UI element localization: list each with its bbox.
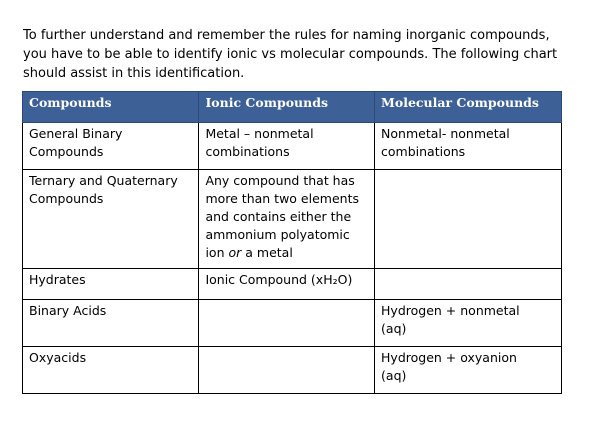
cell-text: ammonium polyatomic [205,227,350,242]
cell-compound [23,123,199,170]
cell-text: Hydrogen + oxyanion [381,350,517,365]
cell-text: and contains either the [205,209,352,224]
cell-text-italic: or [228,245,242,260]
table-row-hydrates [23,269,562,300]
cell-text: more than two elements [205,191,359,206]
cell-molecular-empty [375,170,562,269]
cell-text: General Binary [29,126,123,141]
cell-text: Compounds [29,191,104,206]
cell-text: Compounds [29,144,104,159]
intro-paragraph [23,26,568,83]
cell-text-fragment: a metal [241,245,293,260]
cell-compound [23,347,199,394]
cell-molecular [375,347,562,394]
cell-molecular [375,123,562,170]
cell-text: (aq) [381,368,407,383]
cell-text: combinations [381,144,466,159]
table-header-row [23,92,562,123]
cell-ionic-empty [199,347,375,394]
table-row-ternary [23,170,562,269]
cell-text-fragment: ion [205,245,229,260]
cell-ionic [199,123,375,170]
table-row-general-binary [23,123,562,170]
cell-text: Binary Acids [29,303,107,318]
cell-text: Nonmetal- nonmetal [381,126,510,141]
cell-ionic [199,269,375,300]
cell-molecular-empty [375,269,562,300]
cell-text: Ionic Compound (xH₂O) [205,272,353,287]
cell-text: Metal – nonmetal [205,126,314,141]
intro-line: To further understand and remember the rules for naming inorganic compounds, [23,28,550,43]
cell-text [205,244,368,262]
cell-text: combinations [205,144,290,159]
cell-compound [23,269,199,300]
cell-compound [23,300,199,347]
intro-line: should assist in this identification. [23,66,245,81]
cell-text: Any compound that has [205,173,355,188]
header-molecular-compounds: Molecular Compounds [375,92,562,123]
intro-line: you have to be able to identify ionic vs molecular compounds. The following chart [23,47,558,62]
cell-text: (aq) [381,321,407,336]
cell-text: Ternary and Quaternary [29,173,178,188]
cell-text: Hydrogen + nonmetal [381,303,520,318]
table-row-oxyacids [23,347,562,394]
cell-ionic [199,170,375,269]
header-ionic-compounds: Ionic Compounds [199,92,375,123]
header-compounds: Compounds [23,92,199,123]
cell-ionic-empty [199,300,375,347]
cell-compound [23,170,199,269]
cell-text: Oxyacids [29,350,87,365]
cell-text: Hydrates [29,272,86,287]
compound-classification-table [22,91,562,394]
table-row-binary-acids [23,300,562,347]
cell-molecular [375,300,562,347]
